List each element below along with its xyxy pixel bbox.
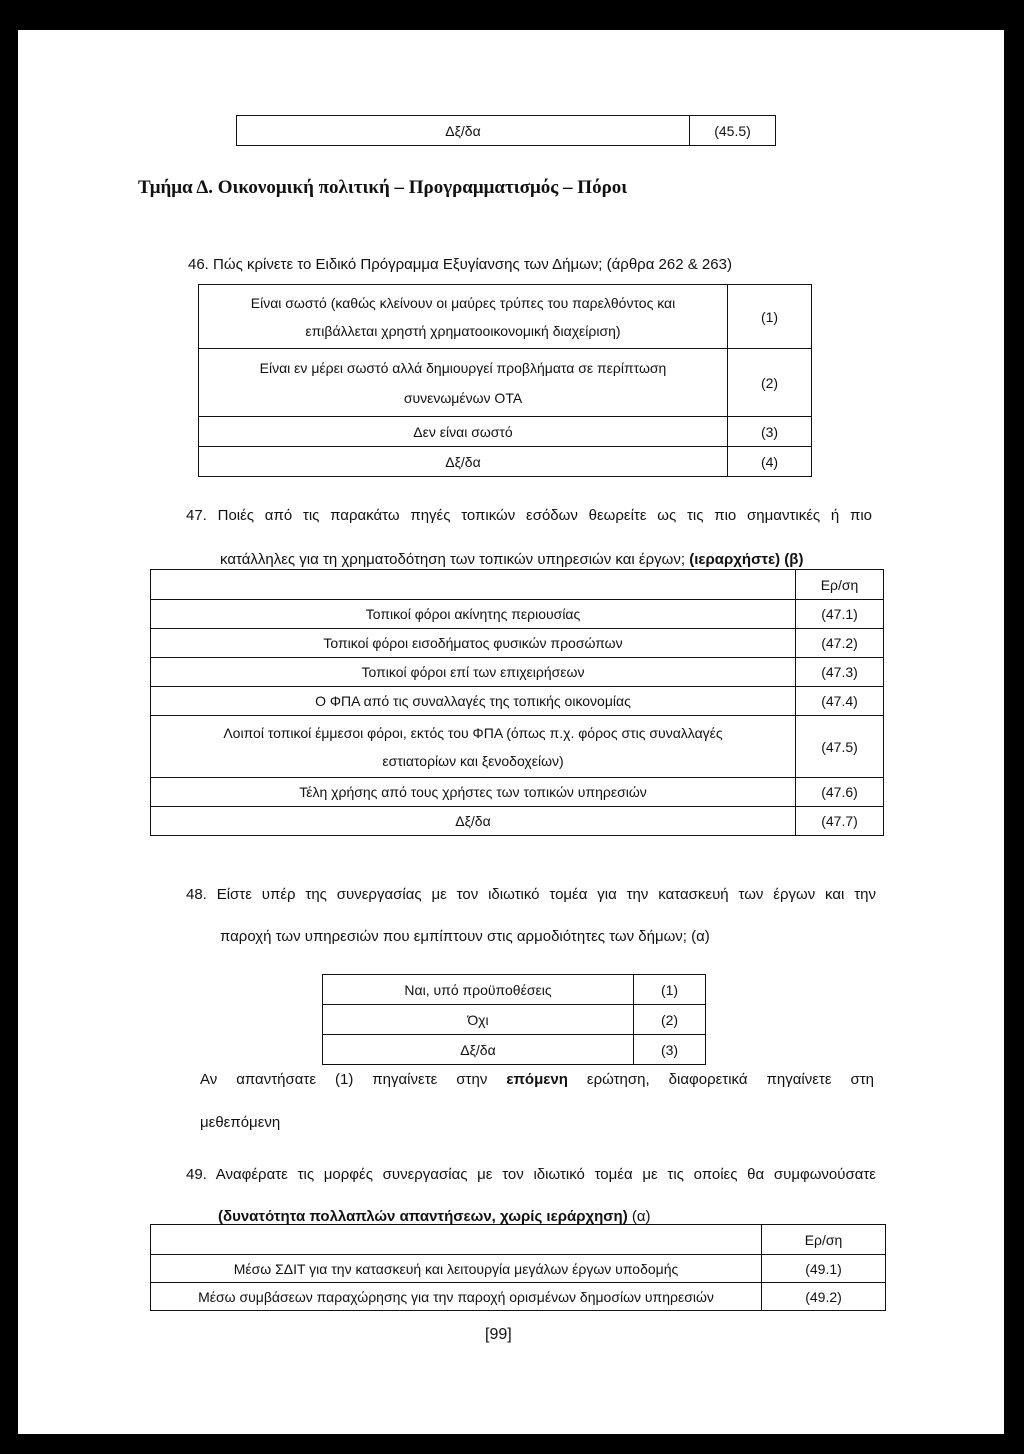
table-row <box>237 116 776 146</box>
table-row <box>323 1005 706 1035</box>
table-row <box>151 658 884 687</box>
answer-code: (47.5) <box>796 716 884 778</box>
answer-code: (47.3) <box>796 658 884 687</box>
answer-code: (2) <box>634 1005 706 1035</box>
table-row <box>199 285 812 349</box>
answer-label: Δξ/δα <box>323 1035 634 1065</box>
table-row <box>151 716 884 778</box>
answer-label: Ναι, υπό προϋποθέσεις <box>323 975 634 1005</box>
answer-code: (47.7) <box>796 807 884 836</box>
question-49-text: (α) <box>631 1208 651 1225</box>
question-49-instruction: (δυνατότητα πολλαπλών απαντήσεων, χωρίς ιεράρχηση) <box>218 1208 628 1225</box>
answer-label: Δεν είναι σωστό <box>199 417 728 447</box>
table-header-row <box>151 1225 886 1255</box>
question-49-line1: 49. Αναφέρατε τις μορφές συνεργασίας με τον ιδιωτικό τομέα με τις οποίες θα συμφωνούσατε <box>186 1166 876 1183</box>
table-row <box>151 807 884 836</box>
answer-line: εστιατορίων και ξενοδοχείων) <box>382 752 564 769</box>
answer-code: (4) <box>728 447 812 477</box>
answer-label: Τοπικοί φόροι εισοδήματος φυσικών προσώπων <box>151 629 796 658</box>
answer-label: Όχι <box>323 1005 634 1035</box>
table-row <box>199 447 812 477</box>
q48-routing-note <box>200 1064 874 1096</box>
header-blank <box>151 570 796 600</box>
answer-code: (1) <box>728 285 812 349</box>
answer-code: (47.4) <box>796 687 884 716</box>
answer-code: (45.5) <box>690 116 776 146</box>
top-answer-table <box>236 115 776 146</box>
note-text: Αν απαντήσατε (1) πηγαίνετε στην <box>200 1071 488 1088</box>
answer-label: Μέσω συμβάσεων παραχώρησης για την παροχή ορισμένων δημοσίων υπηρεσιών <box>151 1283 762 1311</box>
table-header-row <box>151 570 884 600</box>
answer-label <box>151 716 796 778</box>
table-row <box>151 778 884 807</box>
q48-answer-table <box>322 974 706 1065</box>
answer-code: (1) <box>634 975 706 1005</box>
question-47-line1: 47. Ποιές από τις παρακάτω πηγές τοπικών εσόδων θεωρείτε ως τις πιο σημαντικές ή πιο <box>186 507 872 524</box>
answer-code: (47.1) <box>796 600 884 629</box>
answer-line: Είναι εν μέρει σωστό αλλά δημιουργεί προβλήματα σε περίπτωση <box>259 359 667 376</box>
note-text: ερώτηση, διαφορετικά πηγαίνετε στη <box>586 1071 875 1088</box>
answer-label: Ο ΦΠΑ από τις συναλλαγές της τοπικής οικονομίας <box>151 687 796 716</box>
section-title: Τμήμα Δ. Οικονομική πολιτική – Προγραμματισμός – Πόροι <box>138 177 628 198</box>
question-47-instruction: (ιεραρχήστε) (β) <box>689 551 804 568</box>
answer-code: (47.6) <box>796 778 884 807</box>
answer-label: Δξ/δα <box>237 116 690 146</box>
answer-label: Μέσω ΣΔΙΤ για την κατασκευή και λειτουργία μεγάλων έργων υποδομής <box>151 1255 762 1283</box>
table-row <box>151 687 884 716</box>
document-sheet <box>18 30 1004 1434</box>
table-row <box>151 1283 886 1311</box>
answer-label <box>199 349 728 417</box>
question-46: 46. Πώς κρίνετε το Ειδικό Πρόγραμμα Εξυγίανσης των Δήμων; (άρθρα 262 & 263) <box>188 256 732 273</box>
answer-code: (3) <box>728 417 812 447</box>
answer-label: Δξ/δα <box>199 447 728 477</box>
table-row <box>151 1255 886 1283</box>
answer-line: επιβάλλεται χρηστή χρηματοοικονομική διαχείριση) <box>305 322 621 339</box>
answer-code: (47.2) <box>796 629 884 658</box>
q49-answer-table <box>150 1224 886 1311</box>
q48-routing-note-line2: μεθεπόμενη <box>200 1114 281 1131</box>
answer-line: Είναι σωστό (καθώς κλείνουν οι μαύρες τρύπες του παρελθόντος και <box>250 294 676 311</box>
table-row <box>199 349 812 417</box>
question-48-line1: 48. Είστε υπέρ της συνεργασίας με τον ιδιωτικό τομέα για την κατασκευή των έργων και την <box>186 886 876 903</box>
table-row <box>199 417 812 447</box>
table-row <box>323 975 706 1005</box>
answer-code: (2) <box>728 349 812 417</box>
table-row <box>151 600 884 629</box>
note-emphasis: επόμενη <box>506 1071 568 1088</box>
answer-label: Δξ/δα <box>151 807 796 836</box>
page-number: [99] <box>485 1326 512 1343</box>
column-header: Ερ/ση <box>762 1225 886 1255</box>
column-header: Ερ/ση <box>796 570 884 600</box>
q46-answer-table <box>198 284 812 477</box>
header-blank <box>151 1225 762 1255</box>
answer-label <box>199 285 728 349</box>
answer-label: Τέλη χρήσης από τους χρήστες των τοπικών υπηρεσιών <box>151 778 796 807</box>
q47-answer-table <box>150 569 884 836</box>
table-row <box>323 1035 706 1065</box>
answer-line: Λοιποί τοπικοί έμμεσοι φόροι, εκτός του ΦΠΑ (όπως π.χ. φόρος στις συναλλαγές <box>223 724 723 741</box>
answer-label: Τοπικοί φόροι επί των επιχειρήσεων <box>151 658 796 687</box>
table-row <box>151 629 884 658</box>
answer-code: (3) <box>634 1035 706 1065</box>
question-47-text: κατάλληλες για τη χρηματοδότηση των τοπικών υπηρεσιών και έργων; <box>220 551 686 568</box>
answer-line: συνενωμένων ΟΤΑ <box>403 389 523 406</box>
answer-code: (49.1) <box>762 1255 886 1283</box>
answer-code: (49.2) <box>762 1283 886 1311</box>
answer-label: Τοπικοί φόροι ακίνητης περιουσίας <box>151 600 796 629</box>
question-48-line2: παροχή των υπηρεσιών που εμπίπτουν στις αρμοδιότητες των δήμων; (α) <box>220 928 710 945</box>
